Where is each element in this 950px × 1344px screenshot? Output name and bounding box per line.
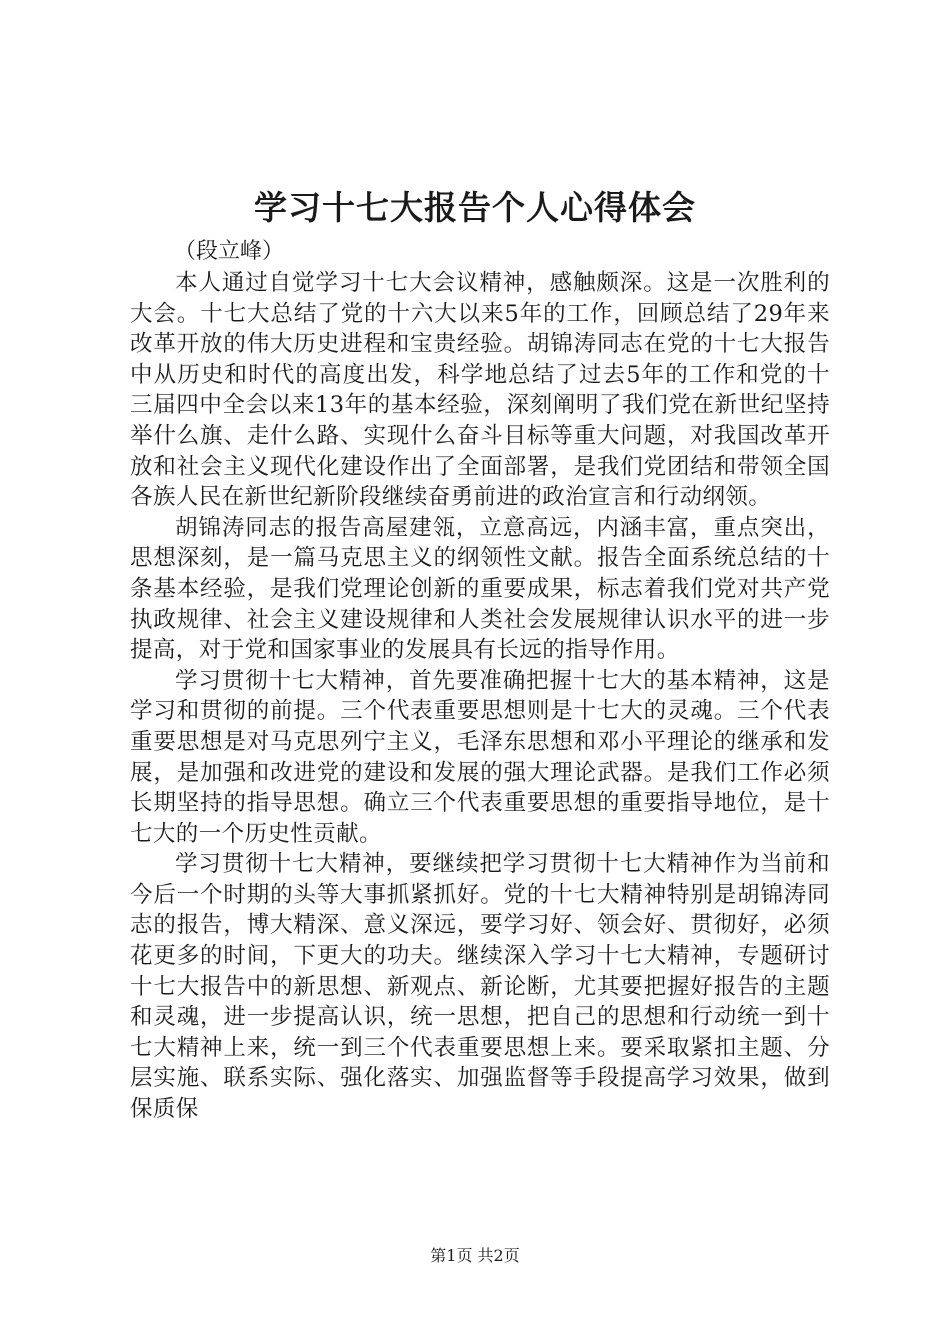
document-body: [130, 236, 830, 1125]
author-line: （段立峰）: [174, 239, 285, 264]
paragraph-2: 胡锦涛同志的报告高屋建瓴，立意高远，内涵丰富，重点突出，思想深刻，是一篇马克思主义的纲领性文献。报告全面系统总结的十条基本经验，是我们党理论创新的重要成果，标志着我们党对共产党执政规律、社会主义建设规律和人类社会发展规律认识水平的进一步提高，对于党和国家事业的发展具有长远的指导作用。: [130, 514, 830, 664]
paragraph-1: 本人通过自觉学习十七大会议精神，感触颇深。这是一次胜利的大会。十七大总结了党的十六大以来5年的工作，回顾总结了29年来改革开放的伟大历史进程和宝贵经验。胡锦涛同志在党的十七大报告中从历史和时代的高度出发，科学地总结了过去5年的工作和党的十三届四中全会以来13年的基本经验，深刻阐明了我们党在新世纪坚持举什么旗、走什么路、实现什么奋斗目标等重大问题，对我国改革开放和社会主义现代化建设作出了全面部署，是我们党团结和带领全国各族人民在新世纪新阶段继续奋勇前进的政治宣言和行动纲领。: [130, 270, 830, 511]
paragraph-3: 学习贯彻十七大精神，首先要准确把握十七大的基本精神，这是学习和贯彻的前提。三个代表重要思想则是十七大的灵魂。三个代表重要思想是对马克思列宁主义，毛泽东思想和邓小平理论的继承和发展，是加强和改进党的建设和发展的强大理论武器。是我们工作必须长期坚持的指导思想。确立三个代表重要思想的重要指导地位，是十七大的一个历史性贡献。: [130, 667, 830, 847]
page-footer: 第1页 共2页: [430, 1246, 520, 1265]
document-title: 学习十七大报告个人心得体会: [254, 188, 696, 227]
paragraph-4: 学习贯彻十七大精神，要继续把学习贯彻十七大精神作为当前和今后一个时期的头等大事抓紧抓好。党的十七大精神特别是胡锦涛同志的报告，博大精深、意义深远，要学习好、领会好、贯彻好，必须花更多的时间，下更大的功夫。继续深入学习十七大精神，专题研讨十七大报告中的新思想、新观点、新论断，尤其要把握好报告的主题和灵魂，进一步提高认识，统一思想，把自己的思想和行动统一到十七大精神上来，统一到三个代表重要思想上来。要采取紧扣主题、分层实施、联系实际、强化落实、加强监督等手段提高学习效果，做到保质保: [130, 851, 830, 1123]
